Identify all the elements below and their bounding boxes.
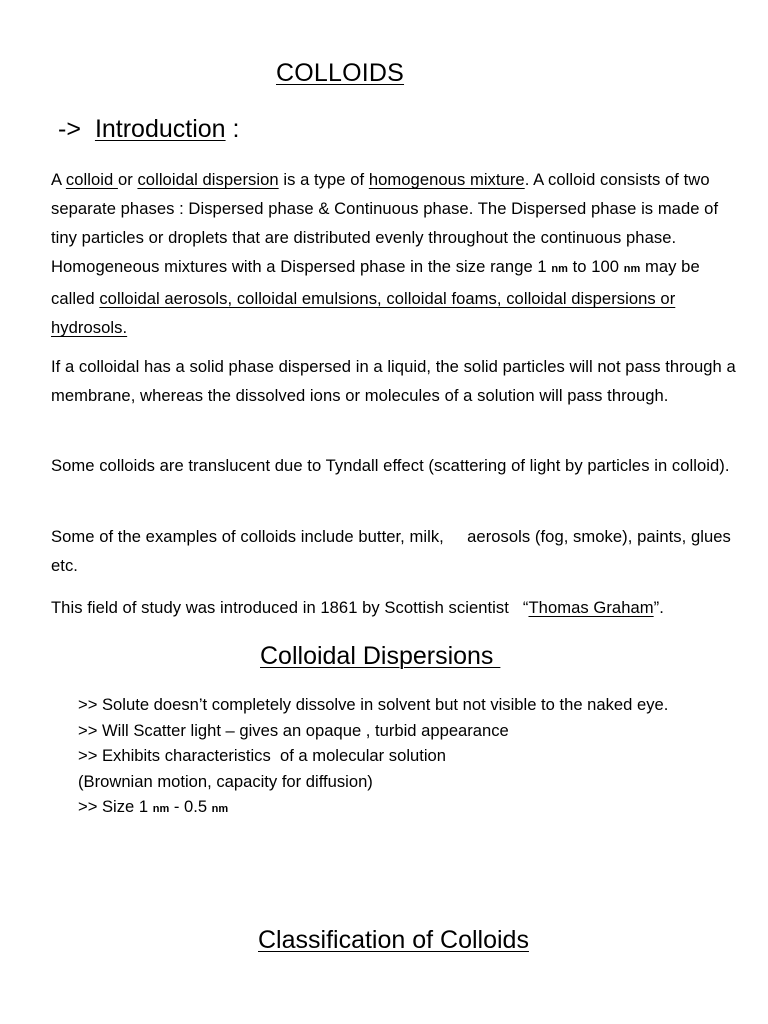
list-item: >> Solute doesn’t completely dissolve in solvent but not visible to the naked eye. xyxy=(78,695,669,714)
paragraph-history xyxy=(51,593,741,622)
text-span: This field of study was introduced in 1861 by Scottish scientist “ xyxy=(51,598,529,617)
list-item: >> Exhibits characteristics of a molecular solution xyxy=(78,746,446,765)
text-span: >> Size 1 xyxy=(78,797,153,816)
term-colloidal-dispersion: colloidal dispersion xyxy=(137,170,279,189)
term-homogenous-mixture: homogenous mixture xyxy=(368,170,525,189)
section-heading-classification: Classification of Colloids xyxy=(258,926,529,954)
text-span: . A colloid consists of two separate phases : Dispersed phase & Continuous phase. The Dispersed phase is made of tiny particles or droplets that are distributed evenly throughout the continuous phase. Homogeneous mixtures with a Dispersed phase in the size range 1 xyxy=(51,170,719,276)
unit-nm: nm xyxy=(551,263,568,275)
intro-colon: : xyxy=(232,115,240,143)
text-span: is a type of xyxy=(278,170,369,189)
arrow-marker: -> xyxy=(58,115,81,143)
text-span: ”. xyxy=(653,598,664,617)
text-span: or xyxy=(117,170,138,189)
section-heading-dispersions: Colloidal Dispersions xyxy=(260,642,501,670)
text-span: A xyxy=(51,170,66,189)
text-span: may be called xyxy=(51,257,700,308)
paragraph-definition xyxy=(51,165,741,342)
paragraph-membrane: If a colloidal has a solid phase dispersed in a liquid, the solid particles will not pass through a membrane, whereas the dissolved ions or molecules of a solution will pass through. xyxy=(51,357,736,405)
term-colloid-types: colloidal aerosols, colloidal emulsions, colloidal foams, colloidal dispersions or hydrosols. xyxy=(51,289,676,337)
list-item xyxy=(78,794,728,823)
paragraph-examples: Some of the examples of colloids include butter, milk, aerosols (fog, smoke), paints, glues etc. xyxy=(51,527,736,575)
dispersion-bullet-list xyxy=(78,692,728,823)
intro-label: Introduction xyxy=(94,115,226,143)
unit-nm: nm xyxy=(152,803,170,815)
list-item: >> Will Scatter light – gives an opaque , turbid appearance xyxy=(78,720,509,740)
page-title: COLLOIDS xyxy=(276,59,405,87)
paragraph-tyndall: Some colloids are translucent due to Tyndall effect (scattering of light by particles in colloid). xyxy=(51,456,730,475)
intro-heading xyxy=(58,114,239,144)
scientist-name: Thomas Graham xyxy=(528,598,654,617)
text-span: - 0.5 xyxy=(169,797,212,816)
list-item: (Brownian motion, capacity for diffusion) xyxy=(78,771,373,791)
text-span: to 100 xyxy=(567,257,624,276)
unit-nm: nm xyxy=(211,803,229,815)
term-colloid: colloid xyxy=(65,170,118,189)
unit-nm: nm xyxy=(623,263,641,275)
